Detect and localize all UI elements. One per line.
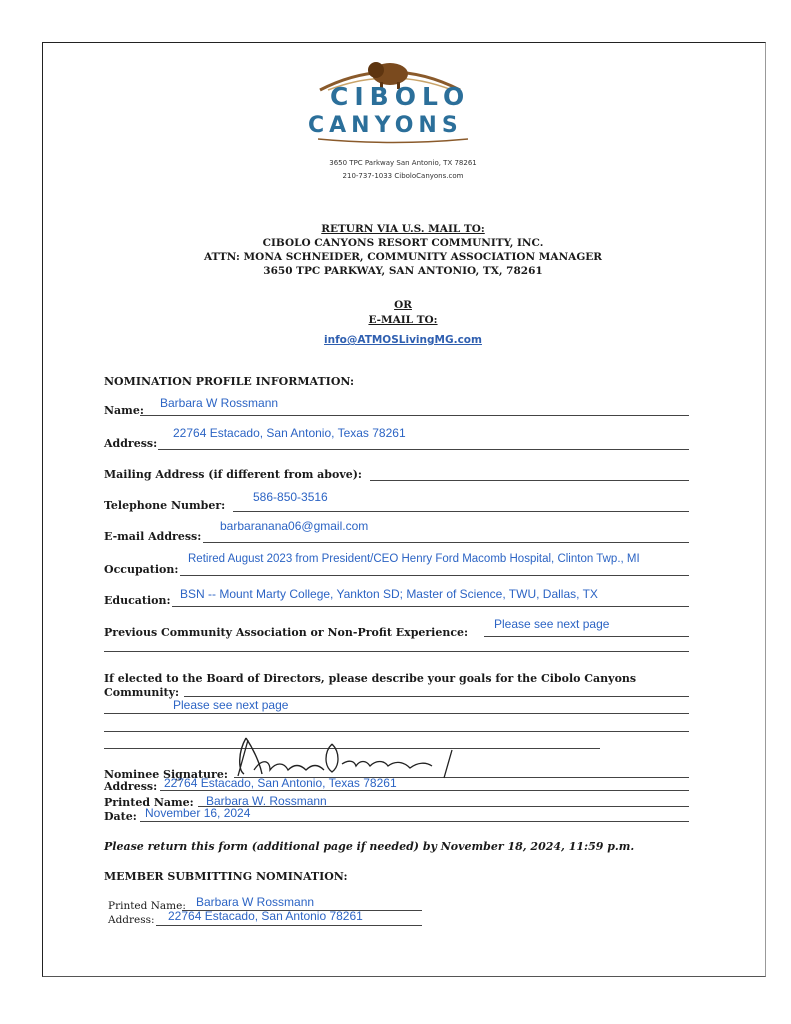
- date-line: [140, 821, 689, 822]
- logo-address: 3650 TPC Parkway San Antonio, TX 78261: [329, 159, 477, 167]
- telephone-label: Telephone Number:: [104, 499, 226, 512]
- goals-label-1: If elected to the Board of Directors, please describe your goals for the Cibolo Canyons: [104, 672, 637, 685]
- member-section-title: MEMBER SUBMITTING NOMINATION:: [104, 870, 348, 883]
- occupation-field[interactable]: Retired August 2023 from President/CEO Henry Ford Macomb Hospital, Clinton Twp., MI: [188, 553, 640, 565]
- return-heading: RETURN VIA U.S. MAIL TO:: [321, 223, 485, 235]
- sig-address-line: [160, 790, 689, 791]
- address-field[interactable]: 22764 Estacado, San Antonio, Texas 78261: [173, 426, 406, 440]
- goals-line-1: [184, 696, 689, 697]
- printed-name-field[interactable]: Barbara W. Rossmann: [206, 794, 327, 808]
- return-org: CIBOLO CANYONS RESORT COMMUNITY, INC.: [262, 237, 544, 249]
- date-field[interactable]: November 16, 2024: [145, 806, 251, 820]
- experience-line: [484, 636, 689, 637]
- address-label: Address:: [104, 437, 158, 450]
- education-line: [172, 606, 689, 607]
- return-attn: ATTN: MONA SCHNEIDER, COMMUNITY ASSOCIATION MANAGER: [203, 251, 603, 263]
- email-field[interactable]: barbaranana06@gmail.com: [220, 519, 369, 533]
- mailing-address-line[interactable]: [370, 480, 689, 481]
- sig-address-label: Address:: [104, 780, 158, 793]
- goals-field[interactable]: Please see next page: [173, 698, 289, 712]
- mailing-address-label: Mailing Address (if different from above):: [104, 468, 362, 481]
- nominee-signature-label: Nominee Signature:: [104, 768, 228, 781]
- or-label: OR: [394, 299, 412, 311]
- email-heading: E-MAIL TO:: [368, 314, 438, 326]
- profile-section-title: NOMINATION PROFILE INFORMATION:: [104, 375, 355, 388]
- telephone-field[interactable]: 586-850-3516: [253, 490, 328, 504]
- sig-address-field[interactable]: 22764 Estacado, San Antonio, Texas 78261: [164, 776, 397, 790]
- return-email-link[interactable]: info@ATMOSLivingMG.com: [324, 334, 482, 346]
- education-field[interactable]: BSN -- Mount Marty College, Yankton SD; Master of Science, TWU, Dallas, TX: [180, 587, 598, 601]
- member-address-field[interactable]: 22764 Estacado, San Antonio 78261: [168, 909, 363, 923]
- logo-text-cibolo: CIBOLO: [330, 82, 471, 111]
- goals-line-2: [104, 713, 689, 714]
- member-printed-name-label: Printed Name:: [108, 900, 186, 912]
- logo-text-canyons: CANYONS: [308, 113, 463, 138]
- experience-field[interactable]: Please see next page: [494, 617, 610, 631]
- education-label: Education:: [104, 594, 171, 607]
- logo-underline: [318, 138, 468, 144]
- member-address-label: Address:: [108, 914, 155, 926]
- goals-label-2: Community:: [104, 686, 180, 699]
- deadline-note: Please return this form (additional page if needed) by November 18, 2024, 11:59 p.m.: [104, 840, 635, 853]
- address-line: [158, 449, 689, 450]
- experience-label: Previous Community Association or Non-Profit Experience:: [104, 626, 469, 639]
- member-address-line: [156, 925, 422, 926]
- occupation-line: [180, 575, 689, 576]
- name-label: Name:: [104, 404, 144, 417]
- printed-name-label: Printed Name:: [104, 796, 194, 809]
- experience-extra-line: [104, 651, 689, 652]
- logo-contact: 210-737-1033 CiboloCanyons.com: [342, 172, 464, 180]
- email-line: [203, 542, 689, 543]
- date-label: Date:: [104, 810, 137, 823]
- member-printed-name-field[interactable]: Barbara W Rossmann: [196, 895, 315, 909]
- occupation-label: Occupation:: [104, 563, 179, 576]
- name-line: [140, 415, 689, 416]
- name-field[interactable]: Barbara W Rossmann: [160, 396, 279, 410]
- telephone-line: [233, 511, 689, 512]
- email-label: E-mail Address:: [104, 530, 202, 543]
- return-street: 3650 TPC PARKWAY, SAN ANTONIO, TX, 78261: [263, 265, 543, 277]
